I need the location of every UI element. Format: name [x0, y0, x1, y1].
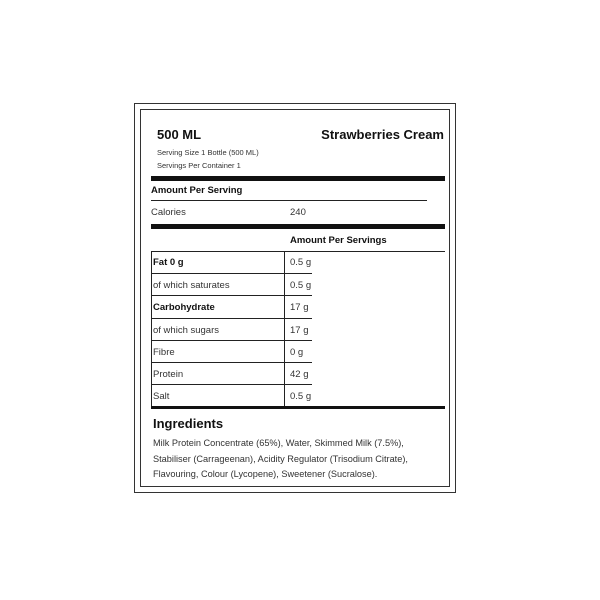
divider-amount [151, 200, 427, 201]
calories-label: Calories [151, 207, 186, 218]
amount-per-serving-label: Amount Per Serving [151, 185, 243, 196]
thick-divider-bottom [151, 406, 445, 409]
row-divider [151, 318, 312, 319]
nutrient-value: 42 g [290, 369, 309, 380]
ingredients-line: Stabiliser (Carrageenan), Acidity Regulator (Trisodium Citrate), [153, 453, 408, 464]
thick-divider-middle [151, 224, 445, 229]
servings-per-container: Servings Per Container 1 [157, 161, 241, 170]
nutrient-value: 0 g [290, 347, 304, 358]
product-name: Strawberries Cream [321, 127, 444, 142]
row-divider [151, 273, 312, 274]
ingredients-line: Milk Protein Concentrate (65%), Water, Skimmed Milk (7.5%), [153, 438, 404, 448]
nutrient-name: of which sugars [153, 325, 220, 336]
nutrient-value: 0.5 g [290, 280, 312, 291]
nutrition-label-inner [140, 109, 450, 487]
nutrient-value: 17 g [290, 325, 309, 336]
nutrition-label [134, 103, 456, 493]
row-divider [151, 295, 312, 296]
nutrient-column-header: Amount Per Servings [290, 235, 387, 246]
nutrient-name: Salt [153, 391, 170, 402]
row-divider [151, 362, 312, 363]
nutrient-name: of which saturates [153, 280, 230, 291]
table-left-border [151, 251, 152, 406]
nutrient-name: Fibre [153, 347, 175, 358]
row-divider [151, 384, 312, 385]
nutrient-name: Protein [153, 369, 184, 380]
row-divider [151, 340, 312, 341]
ingredients-title: Ingredients [153, 416, 224, 431]
nutrient-name: Carbohydrate [153, 302, 215, 313]
table-column-divider [284, 251, 285, 406]
ingredients-line: Flavouring, Colour (Lycopene), Sweetener (Sucralose). [153, 469, 378, 480]
thick-divider-top [151, 176, 445, 181]
table-top-line [151, 251, 445, 252]
nutrient-value: 17 g [290, 302, 309, 313]
nutrient-name: Fat 0 g [153, 257, 184, 268]
serving-size: Serving Size 1 Bottle (500 ML) [157, 148, 259, 157]
calories-value: 240 [290, 207, 306, 218]
nutrient-value: 0.5 g [290, 257, 312, 268]
nutrient-value: 0.5 g [290, 391, 312, 402]
volume-title: 500 ML [157, 127, 202, 142]
ingredients-text [153, 436, 443, 483]
